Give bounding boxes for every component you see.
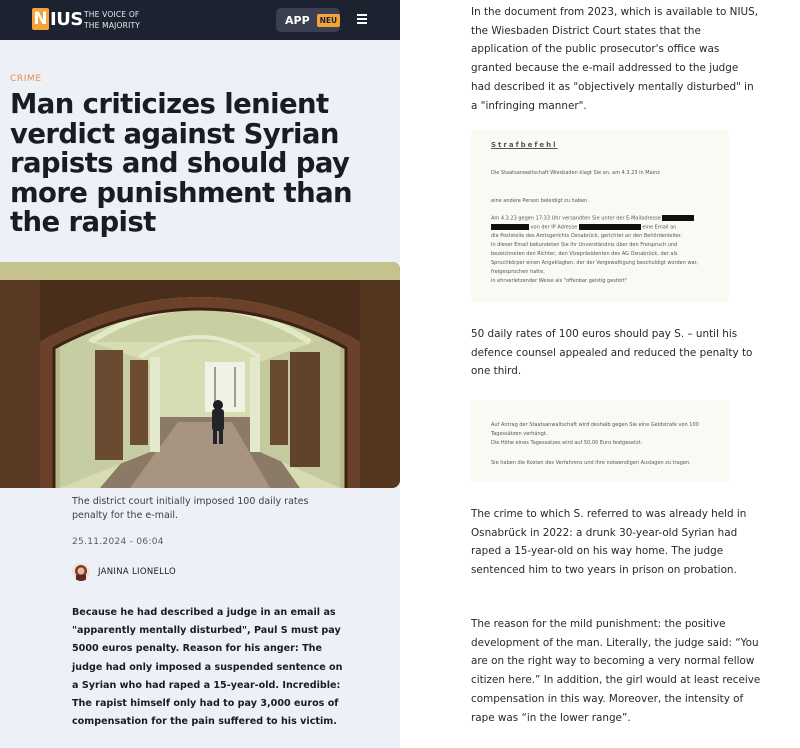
hero-image-courthouse-corridor <box>0 262 400 488</box>
image-caption: The district court initially imposed 100 daily rates penalty for the e-mail. <box>72 496 309 521</box>
body-paragraph-4: The reason for the mild punishment: the positive development of the man. Literally, the judge said: “You are on the right way to becoming a very normal fellow citizen here.” In addition, the girl would at least receive compensation in this way. Moreover, the intensity of rape was “in the lower range”. <box>471 618 761 724</box>
document-line: Die Höhe eines Tagessatzes wird auf 50,00 Euro festgesetzt. <box>491 440 643 446</box>
document-line: Spruchkörper einen Angeklagten, der der Vergewaltigung beschuldigt worden war, <box>491 260 699 266</box>
top-navbar <box>0 0 400 40</box>
document-line: freigesprochen hatte, <box>491 269 545 275</box>
app-label: APP <box>285 13 310 27</box>
document-line: in ehrverletzender Weise als "offenbar geistig gestört" <box>491 278 628 284</box>
tagline-line-1: THE VOICE OF <box>84 10 140 19</box>
tagline-line-2: THE MAJORITY <box>84 21 141 30</box>
document-line-text: eine Email an <box>642 224 677 231</box>
document-line: Tagessätzen verhängt. <box>491 431 548 437</box>
document-line: Die Staatsanwaltschaft Wiesbaden klagt Sie an, am 4.3.23 in Mainz <box>491 170 660 176</box>
document-line-text: von der IP Adresse <box>530 224 578 231</box>
article-right-panel <box>400 0 800 748</box>
tagline <box>84 9 164 31</box>
body-paragraph-3: The crime to which S. referred to was already held in Osnabrück in 2022: a drunk 30-year-old Syrian had raped a 15-year-old on his way home. The judge sentenced him to two years in prison on probation. <box>471 508 747 577</box>
article-title: Man criticizes lenient verdict against Syrian rapists and should pay more punishment than the rapist <box>10 88 353 238</box>
redaction-bar <box>579 224 641 230</box>
author-byline[interactable] <box>72 563 176 581</box>
redaction-bar <box>662 215 694 221</box>
document-line <box>491 215 694 222</box>
document-line-text: Am 4.3.23 gegen 17:33 Uhr versandten Sie unter der E-Mailadresse <box>491 215 661 222</box>
document-scan-strafbefehl <box>471 130 729 302</box>
author-name: JANINA LIONELLO <box>98 567 176 577</box>
nius-logo[interactable] <box>32 8 83 30</box>
logo-letter: N <box>33 9 48 29</box>
app-button[interactable] <box>276 8 340 32</box>
new-badge: NEU <box>317 14 341 27</box>
document-line: die Poststelle des Amtsgerichts Osnabrück, gerichtet an den Behördenleiter. <box>491 233 683 239</box>
category-label[interactable]: CRIME <box>10 74 42 84</box>
body-paragraph-1: In the document from 2023, which is available to NIUS, the Wiesbaden District Court states that the application of the public prosecutor's office was granted because the e-mail addressed to the judge had described it as "objectively mentally disturbed" in a "infringing manner". <box>471 6 759 112</box>
document-line: In dieser Email bekundeten Sie Ihr Unverständnis über den Freispruch und <box>491 242 678 248</box>
document-line: Sie haben die Kosten des Verfahrens und Ihre notwendigen Auslagen zu tragen. <box>491 460 691 466</box>
document-line <box>491 224 676 231</box>
redaction-bar <box>491 224 529 230</box>
author-avatar <box>72 563 90 581</box>
document-line: Auf Antrag der Staatsanwaltschaft wird deshalb gegen Sie eine Geldstrafe von 100 <box>491 422 699 428</box>
article-lead: Because he had described a judge in an email as "apparently mentally disturbed", Paul S must pay 5000 euros penalty. Reason for his anger: The judge had only imposed a suspended sentence on a Syrian who had raped a 15-year-old. Incredible: The rapist himself only had to pay 3,000 euros of compensation for the pain suffered to his victim. <box>72 607 343 728</box>
document-line: bezeichneten den Richter, den Vizepräsidenten des AG Osnabrück, der als <box>491 251 678 257</box>
publish-date: 25.11.2024 - 06:04 <box>72 537 164 547</box>
document-scan-penalty <box>471 400 729 482</box>
document-line: eine andere Person beleidigt zu haben. <box>491 198 589 204</box>
hamburger-menu-icon[interactable] <box>357 14 367 23</box>
document-title: Strafbefehl <box>491 141 558 149</box>
body-paragraph-2: 50 daily rates of 100 euros should pay S. – until his defence counsel appealed and reduced the penalty to one third. <box>471 328 753 378</box>
logo-text: IUS <box>50 8 83 30</box>
